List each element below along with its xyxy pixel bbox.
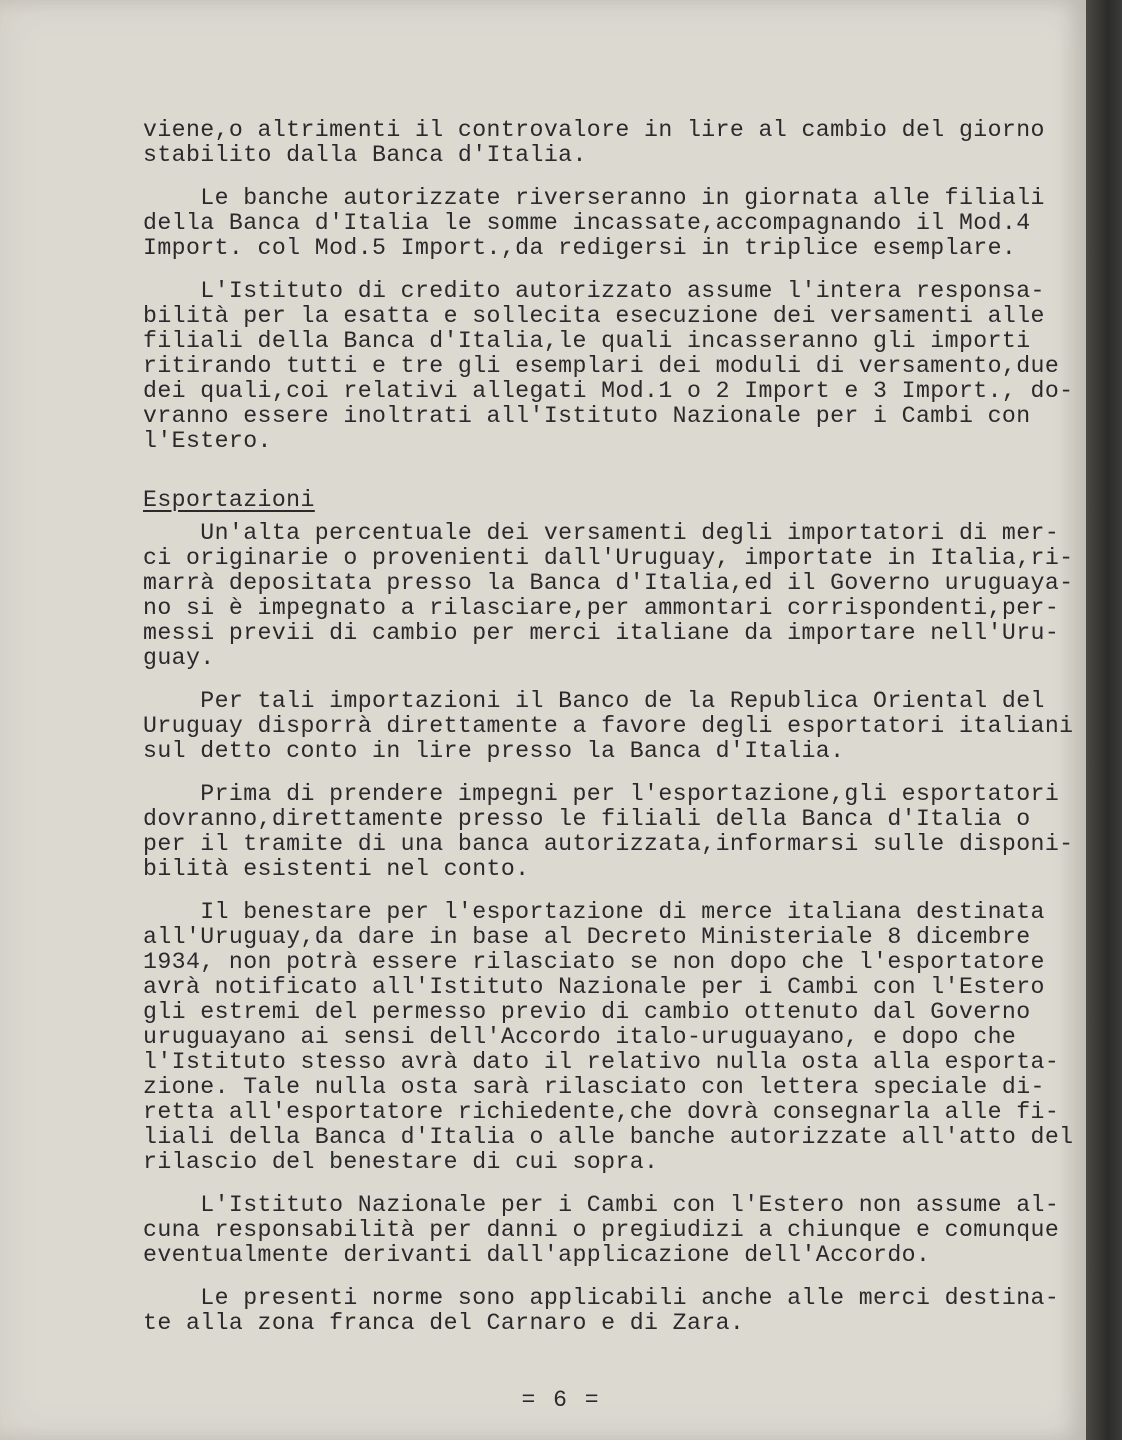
paragraph [143, 185, 1045, 261]
text-line: avrà notificato all'Istituto Nazionale per i Cambi con l'Estero [143, 974, 1045, 1000]
text-line: Le presenti norme sono applicabili anche alle merci destina- [143, 1285, 1060, 1311]
text-line: viene,o altrimenti il controvalore in lire al cambio del giorno [143, 117, 1045, 143]
paragraph [143, 688, 1074, 764]
text-line: dovranno,direttamente presso le filiali della Banca d'Italia o [143, 806, 1031, 832]
text-line: Per tali importazioni il Banco de la Republica Oriental del [143, 688, 1045, 714]
text-line: l'Istituto stesso avrà dato il relativo nulla osta alla esporta- [143, 1049, 1060, 1075]
text-line: per il tramite di una banca autorizzata,informarsi sulle disponi- [143, 831, 1074, 857]
text-line: sul detto conto in lire presso la Banca d'Italia. [143, 738, 845, 764]
text-line: dei quali,coi relativi allegati Mod.1 o 2 Import e 3 Import., do- [143, 378, 1074, 404]
text-line: della Banca d'Italia le somme incassate,accompagnando il Mod.4 [143, 210, 1031, 236]
text-line: bilità esistenti nel conto. [143, 856, 530, 882]
page-number: = 6 = [521, 1387, 601, 1413]
text-line: no si è impegnato a rilasciare,per ammontari corrispondenti,per- [143, 595, 1060, 621]
text-line: L'Istituto di credito autorizzato assume l'intera responsa- [143, 278, 1045, 304]
text-line: uruguayano ai sensi dell'Accordo italo-uruguayano, e dopo che [143, 1024, 1017, 1050]
text-line: stabilito dalla Banca d'Italia. [143, 142, 587, 168]
text-line: messi previi di cambio per merci italiane da importare nell'Uru- [143, 620, 1060, 646]
section-heading: Esportazioni [143, 487, 315, 513]
text-line: eventualmente derivanti dall'applicazione dell'Accordo. [143, 1242, 931, 1268]
text-line: Il benestare per l'esportazione di merce italiana destinata [143, 899, 1045, 925]
text-line: ritirando tutti e tre gli esemplari dei moduli di versamento,due [143, 353, 1060, 379]
section-heading-block [143, 488, 1033, 513]
text-line: L'Istituto Nazionale per i Cambi con l'Estero non assume al- [143, 1192, 1060, 1218]
text-line: vranno essere inoltrati all'Istituto Nazionale per i Cambi con [143, 403, 1031, 429]
text-line: Un'alta percentuale dei versamenti degli importatori di mer- [143, 520, 1060, 546]
document-body [143, 117, 1074, 1354]
text-line: te alla zona franca del Carnaro e di Zara. [143, 1310, 745, 1336]
text-line: cuna responsabilità per danni o pregiudizi a chiunque e comunque [143, 1217, 1060, 1243]
text-line: retta all'esportatore richiedente,che dovrà consegnarla alle fi- [143, 1099, 1060, 1125]
text-line: gli estremi del permesso previo di cambio ottenuto dal Governo [143, 999, 1031, 1025]
page-edge [1086, 0, 1122, 1440]
text-line: marrà depositata presso la Banca d'Italia,ed il Governo uruguaya- [143, 570, 1074, 596]
text-line: Import. col Mod.5 Import.,da redigersi in triplice esemplare. [143, 235, 1017, 261]
paragraph [143, 1285, 1060, 1336]
text-line: all'Uruguay,da dare in base al Decreto Ministeriale 8 dicembre [143, 924, 1031, 950]
text-line: l'Estero. [143, 428, 272, 454]
text-line: guay. [143, 645, 215, 671]
paragraph [143, 520, 1074, 671]
text-line: Uruguay disporrà direttamente a favore degli esportatori italiani [143, 713, 1074, 739]
text-line: Le banche autorizzate riverseranno in giornata alle filiali [143, 185, 1045, 211]
paragraph [143, 781, 1074, 882]
text-line: filiali della Banca d'Italia,le quali incasseranno gli importi [143, 328, 1031, 354]
text-line: Prima di prendere impegni per l'esportazione,gli esportatori [143, 781, 1060, 807]
paragraph [143, 899, 1074, 1175]
text-line: liali della Banca d'Italia o alle banche autorizzate all'atto del [143, 1124, 1074, 1150]
text-line: rilascio del benestare di cui sopra. [143, 1149, 659, 1175]
text-line: bilità per la esatta e sollecita esecuzione dei versamenti alle [143, 303, 1045, 329]
text-line: ci originarie o provenienti dall'Uruguay, importate in Italia,ri- [143, 545, 1074, 571]
paragraph [143, 278, 1074, 454]
paragraph [143, 117, 1045, 168]
paragraph [143, 1192, 1060, 1268]
text-line: zione. Tale nulla osta sarà rilasciato con lettera speciale di- [143, 1074, 1045, 1100]
text-line: 1934, non potrà essere rilasciato se non dopo che l'esportatore [143, 949, 1045, 975]
